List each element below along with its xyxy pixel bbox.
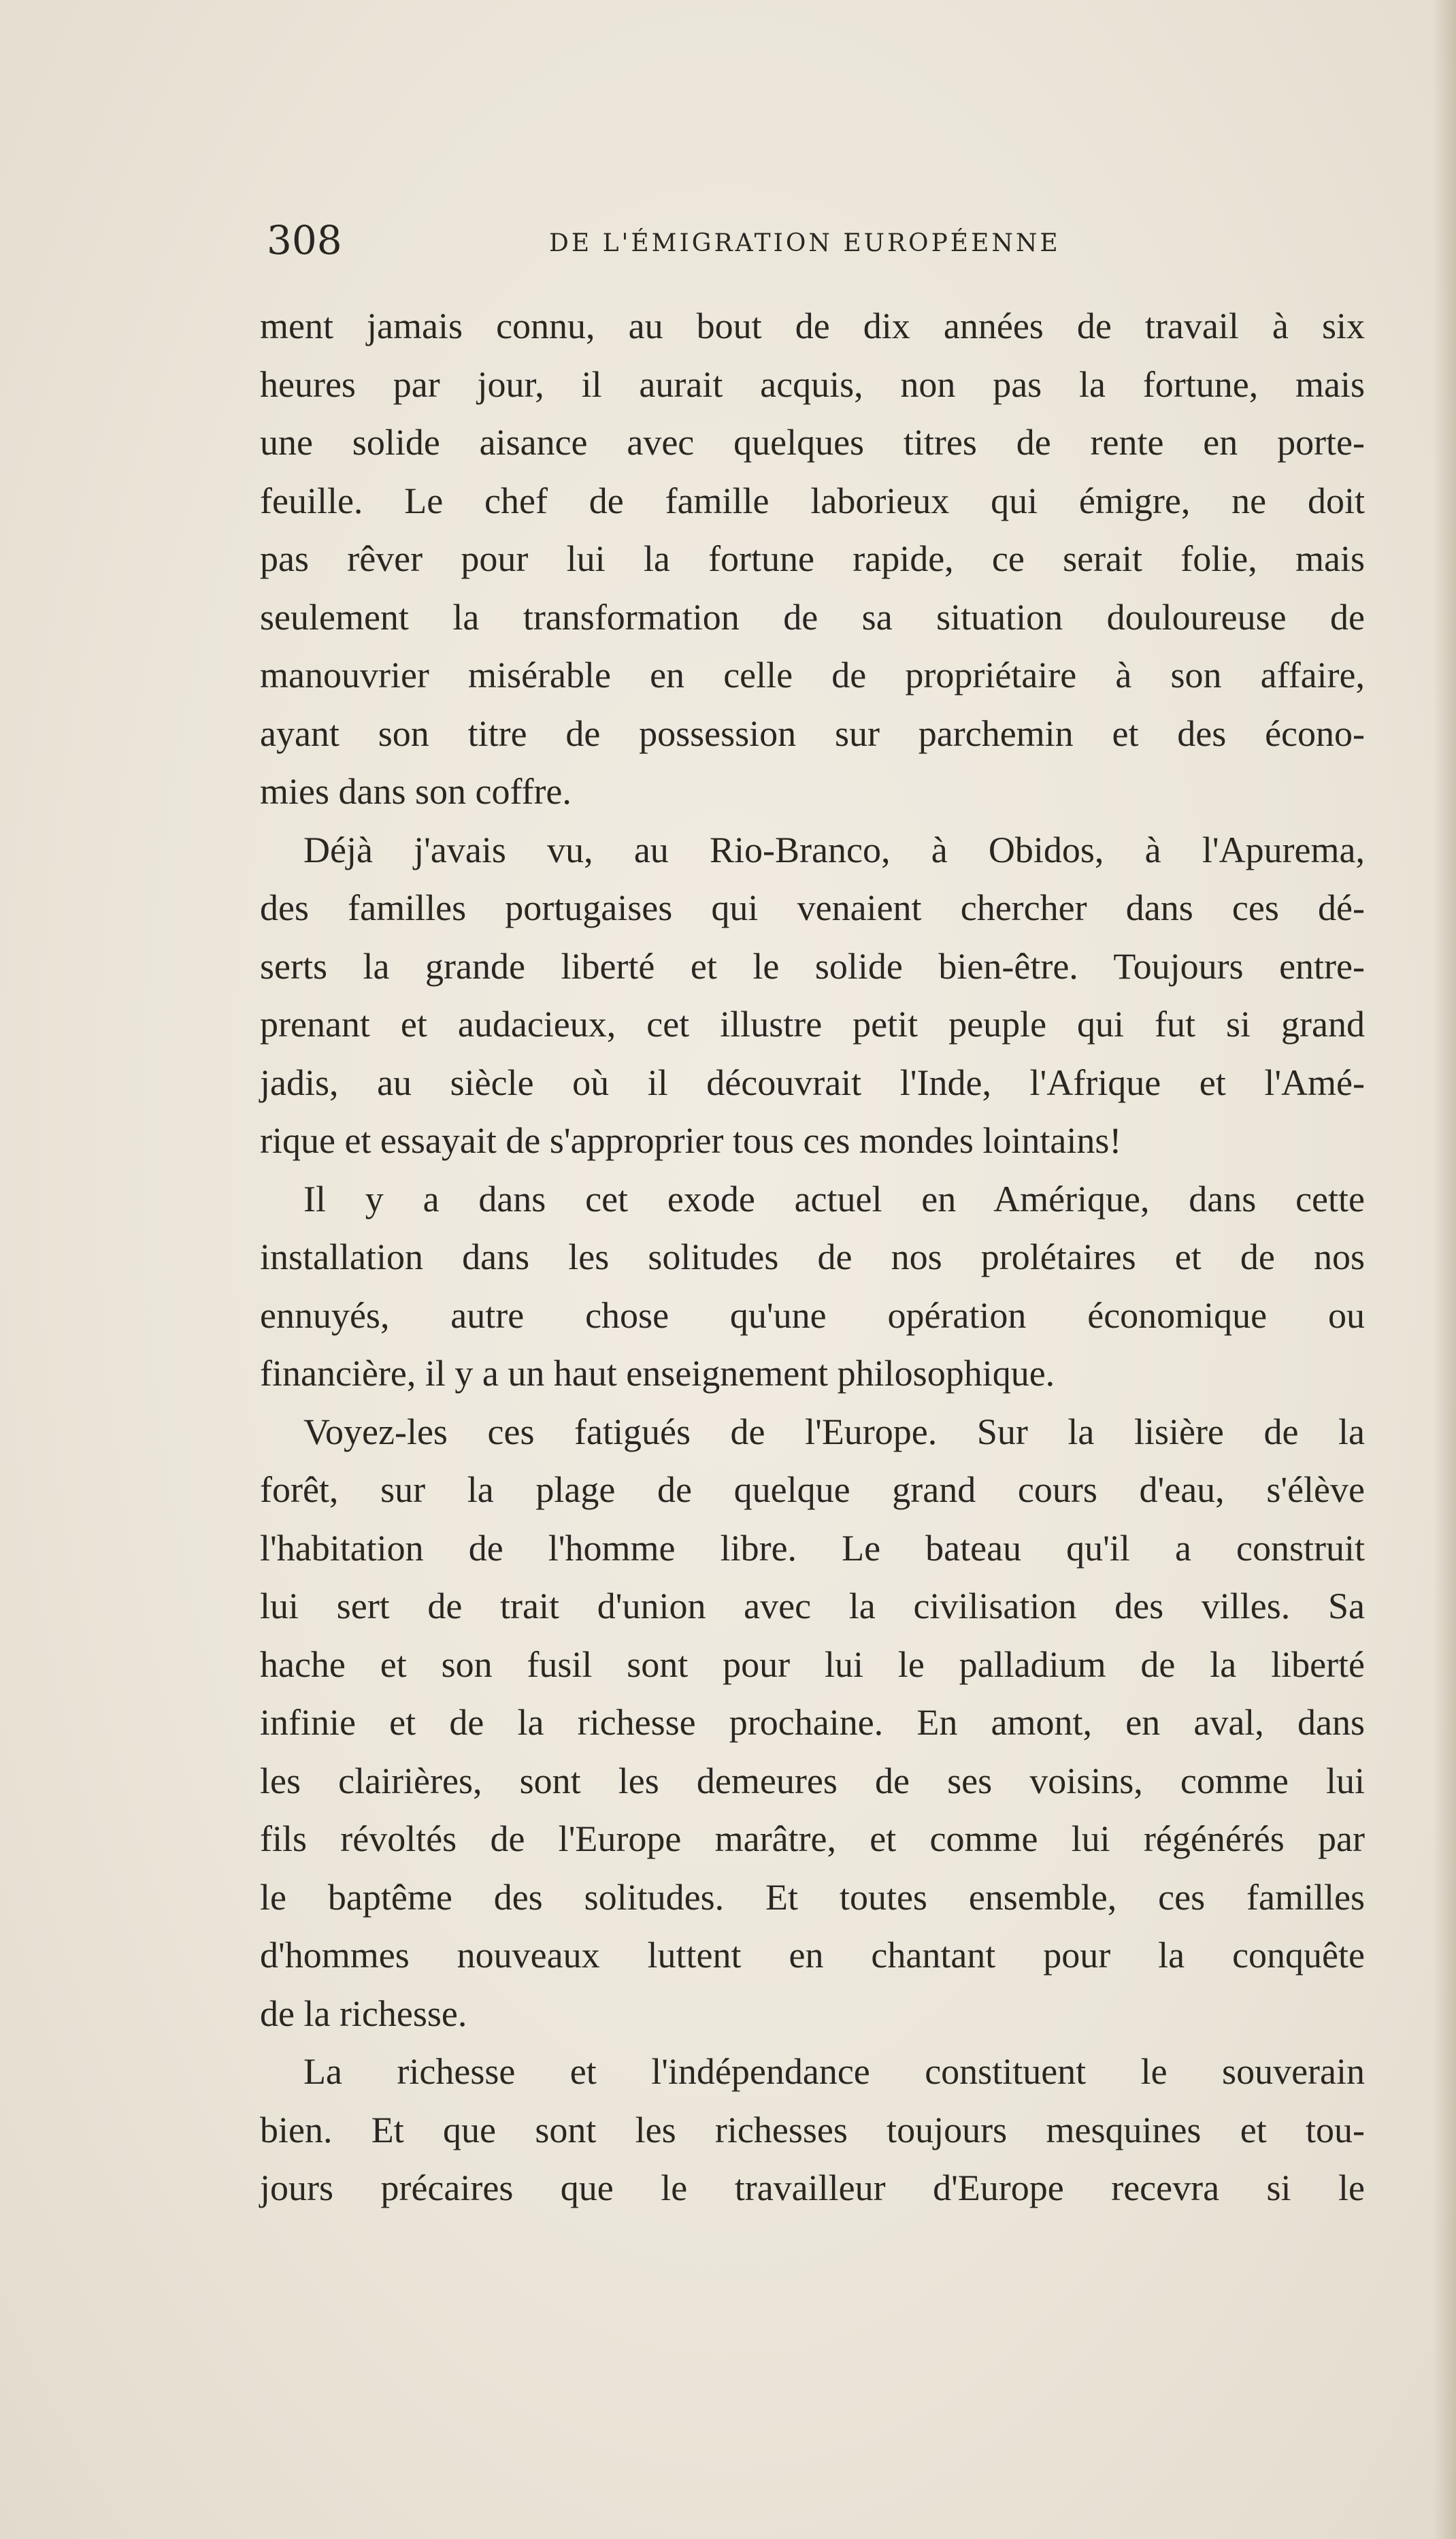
text-line: forêt, sur la plage de quelque grand cours d'eau, s'élève (260, 1469, 1365, 1510)
text-line: ennuyés, autre chose qu'une opération économique ou (260, 1294, 1365, 1336)
running-title: DE L'ÉMIGRATION EUROPÉENNE (549, 229, 1061, 257)
text-line: infinie et de la richesse prochaine. En amont, en aval, dans (260, 1702, 1365, 1743)
text-line: jadis, au siècle où il découvrait l'Inde, l'Afrique et l'Amé- (260, 1062, 1365, 1103)
text-line: bien. Et que sont les richesses toujours mesquines et tou- (260, 2109, 1365, 2150)
text-line: de la richesse. (260, 1993, 467, 2034)
text-line: prenant et audacieux, cet illustre petit peuple qui fut si grand (260, 1004, 1365, 1045)
text-line: les clairières, sont les demeures de ses voisins, comme lui (260, 1760, 1365, 1801)
text-line: une solide aisance avec quelques titres de rente en porte- (260, 422, 1365, 463)
text-line: Il y a dans cet exode actuel en Amérique, dans cette (303, 1178, 1365, 1219)
text-line: lui sert de trait d'union avec la civilisation des villes. Sa (260, 1586, 1365, 1626)
text-line: Déjà j'avais vu, au Rio-Branco, à Obidos, à l'Apurema, (303, 829, 1365, 870)
text-line: pas rêver pour lui la fortune rapide, ce serait folie, mais (260, 538, 1365, 579)
text-line: manouvrier misérable en celle de propriétaire à son affaire, (260, 655, 1365, 695)
text-line: feuille. Le chef de famille laborieux qui émigre, ne doit (260, 480, 1365, 521)
page-header (267, 216, 1369, 264)
text-line: mies dans son coffre. (260, 771, 572, 812)
text-line: fils révoltés de l'Europe marâtre, et comme lui régénérés par (260, 1818, 1365, 1859)
text-line: rique et essayait de s'approprier tous ces mondes lointains! (260, 1120, 1122, 1161)
text-line: heures par jour, il aurait acquis, non pas la fortune, mais (260, 363, 1365, 405)
text-line: La richesse et l'indépendance constituent le souverain (303, 2051, 1365, 2092)
text-line: serts la grande liberté et le solide bien-être. Toujours entre- (260, 945, 1365, 987)
text-line: d'hommes nouveaux luttent en chantant pour la conquête (260, 1935, 1365, 1976)
text-line: financière, il y a un haut enseignement philosophique. (260, 1353, 1055, 1394)
text-line: l'habitation de l'homme libre. Le bateau qu'il a construit (260, 1527, 1365, 1569)
text-line: jours précaires que le travailleur d'Europe recevra si le (260, 2167, 1365, 2208)
text-line: des familles portugaises qui venaient chercher dans ces dé- (260, 887, 1365, 928)
text-line: installation dans les solitudes de nos prolétaires et de nos (260, 1236, 1365, 1277)
text-line: le baptême des solitudes. Et toutes ensemble, ces familles (260, 1876, 1365, 1918)
body-text (260, 297, 1365, 2218)
text-line: ment jamais connu, au bout de dix années de travail à six (260, 306, 1365, 346)
text-line: hache et son fusil sont pour lui le palladium de la liberté (260, 1643, 1365, 1685)
page-number: 308 (267, 217, 342, 263)
page-binding-edge (1433, 0, 1456, 2539)
text-line: seulement la transformation de sa situation douloureuse de (260, 596, 1365, 638)
text-line: ayant son titre de possession sur parchemin et des écono- (260, 712, 1365, 754)
text-line: Voyez-les ces fatigués de l'Europe. Sur la lisière de la (303, 1411, 1365, 1452)
